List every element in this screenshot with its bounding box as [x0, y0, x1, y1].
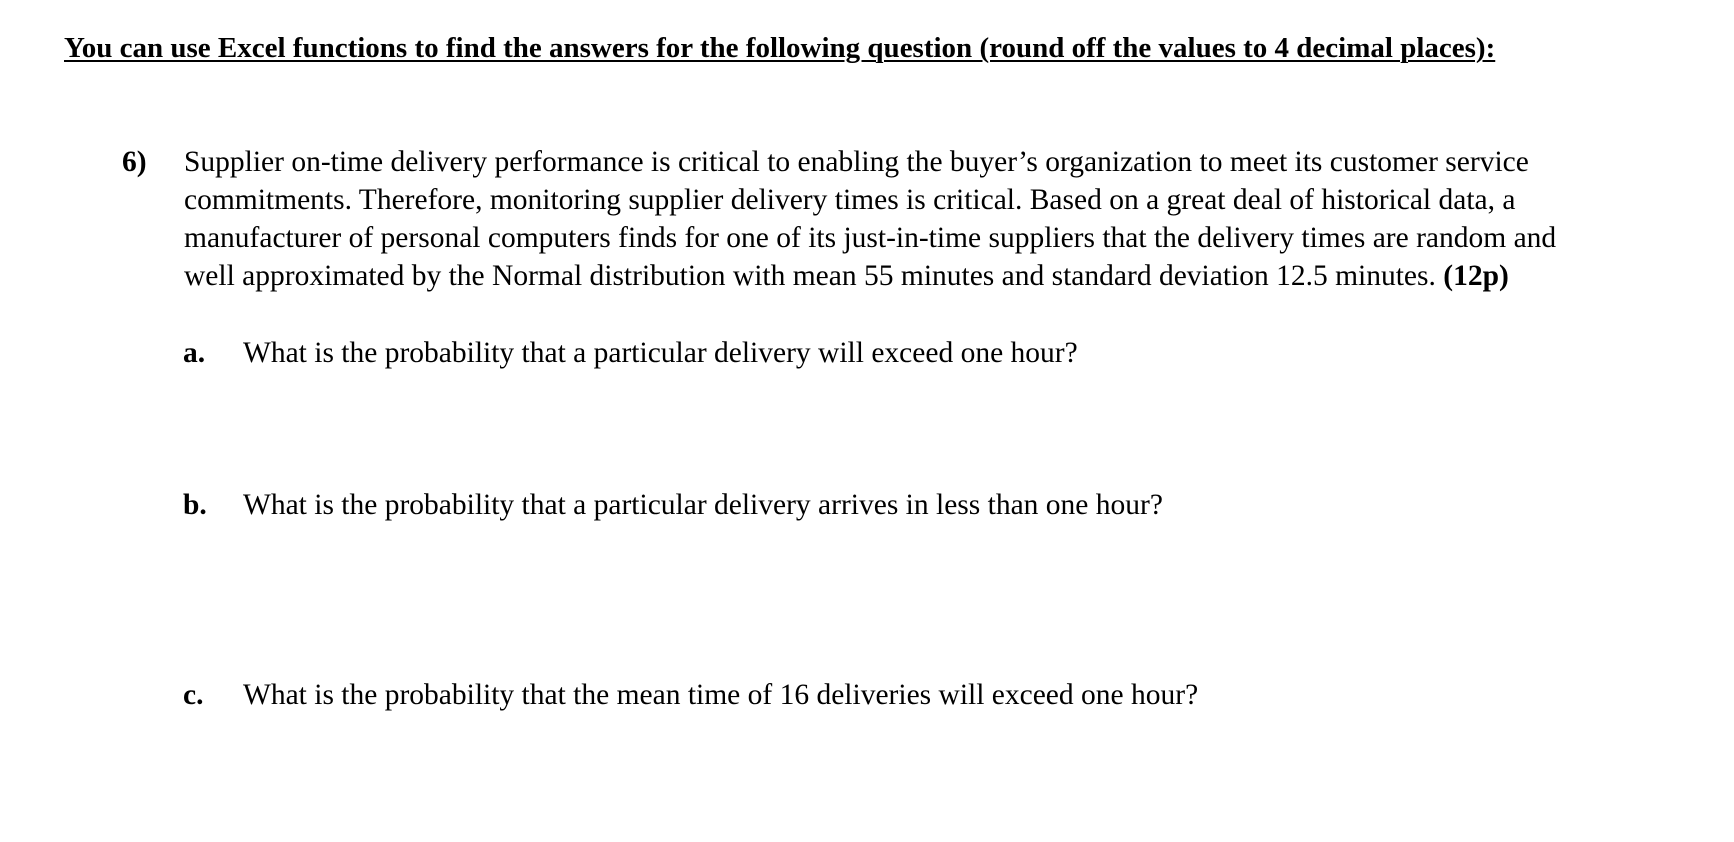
question-text: Supplier on-time delivery performance is critical to enabling the buyer’s organization to meet its customer service commitments. Therefore, monitoring supplier delivery times is critical. Based on a great deal of historical data, a manufacturer of personal computers finds for one of its just-in-time suppliers that the delivery times are random and well approximated by the Normal distribution with mean 55 minutes and standard deviation 12.5 minutes.: [184, 146, 1557, 292]
part-b-letter: b.: [183, 489, 207, 521]
part-a-text: What is the probability that a particular delivery will exceed one hour?: [243, 337, 1078, 369]
question-number: 6): [122, 146, 147, 178]
part-c-letter: c.: [183, 679, 204, 711]
part-a-letter: a.: [183, 337, 206, 369]
question-body: [184, 143, 1604, 295]
part-c-text: What is the probability that the mean time of 16 deliveries will exceed one hour?: [243, 679, 1199, 711]
question-points: (12p): [1443, 260, 1509, 292]
instruction-heading: You can use Excel functions to find the answers for the following question (round off the values to 4 decimal places):: [64, 32, 1496, 64]
part-b-text: What is the probability that a particular delivery arrives in less than one hour?: [243, 489, 1163, 521]
